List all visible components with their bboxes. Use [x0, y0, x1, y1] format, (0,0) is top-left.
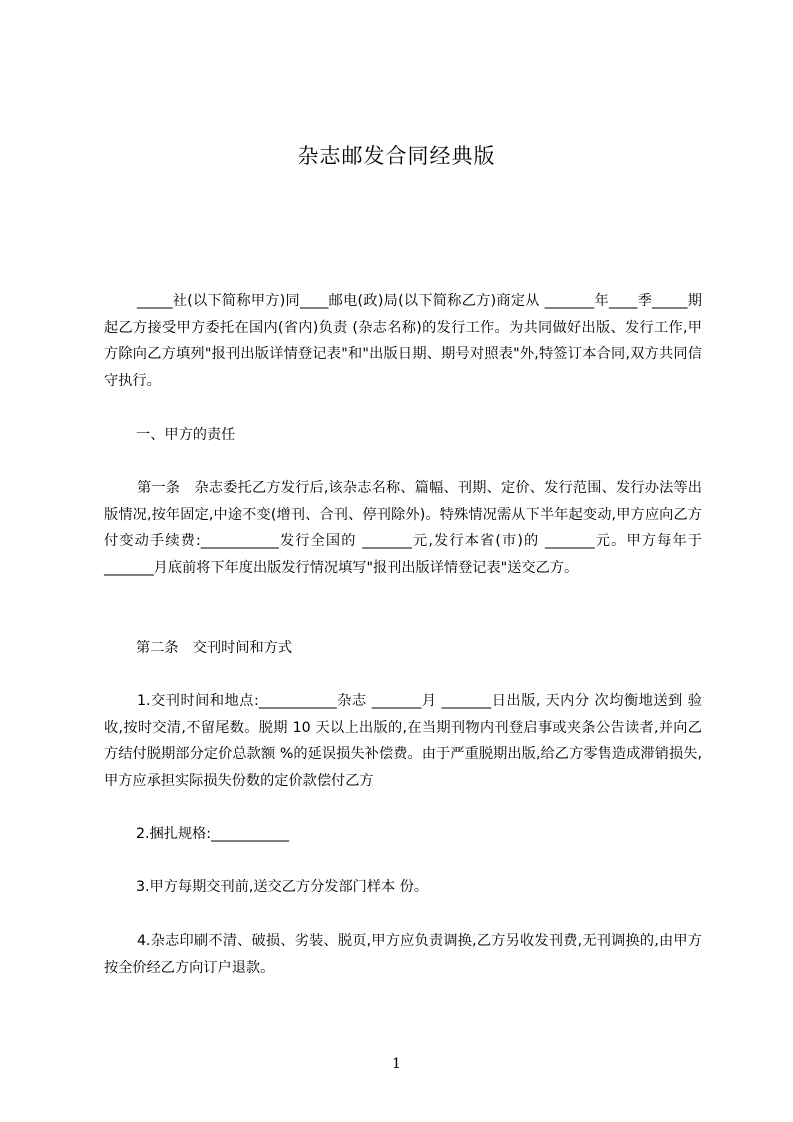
defect-replacement-item: 4.杂志印刷不清、破损、劣装、脱页,甲方应负责调换,乙方另收发刊费,无刊调换的,由甲方按全价经乙方向订户退款。 — [104, 933, 702, 976]
document-title: 杂志邮发合同经典版 — [297, 144, 496, 168]
sample-copies-item: 3.甲方每期交刊前,送交乙方分发部门样本 份。 — [136, 879, 429, 895]
delivery-time-item: 1.交刊时间和地点:___________杂志 _______月 _______日出版, 天内分 次均衡地送到 验收,按时交清,不留尾数。脱期 10 天以上出版的,在当期刊物内刊登启事或夹条公告读者,并向乙方结付脱期部分定价总款额 %的延误损失补偿费。由于严重脱期出版,给乙方零售造成滞销损失,甲方应承担实际损失份数的定价款偿付乙方 — [104, 693, 702, 789]
section-1-heading: 一、甲方的责任 — [136, 427, 236, 443]
intro-paragraph: _____社(以下简称甲方)同____邮电(政)局(以下简称乙方)商定从 _______年____季_____期起乙方接受甲方委托在国内(省内)负责 (杂志名称)的发行工作。为共同做好出版、发行工作,甲方除向乙方填列"报刊出版详情登记表"和"出版日期、期号对照表"外,特签订本合同,双方共同信守执行。 — [104, 293, 702, 389]
bundling-spec-item: 2.捆扎规格:___________ — [136, 826, 290, 842]
article-2-heading: 第二条 交刊时间和方式 — [136, 640, 293, 656]
article-1-paragraph: 第一条 杂志委托乙方发行后,该杂志名称、篇幅、刊期、定价、发行范围、发行办法等出版情况,按年固定,中途不变(增刊、合刊、停刊除外)。特殊情况需从下半年起变动,甲方应向乙方付变动手续费:___________发行全国的 _______元,发行本省(市)的 _______元。甲方每年于 _______月底前将下年度出版发行情况填写"报刊出版详情登记表"送交乙方。 — [104, 480, 702, 576]
page-number: 1 — [392, 1056, 401, 1072]
